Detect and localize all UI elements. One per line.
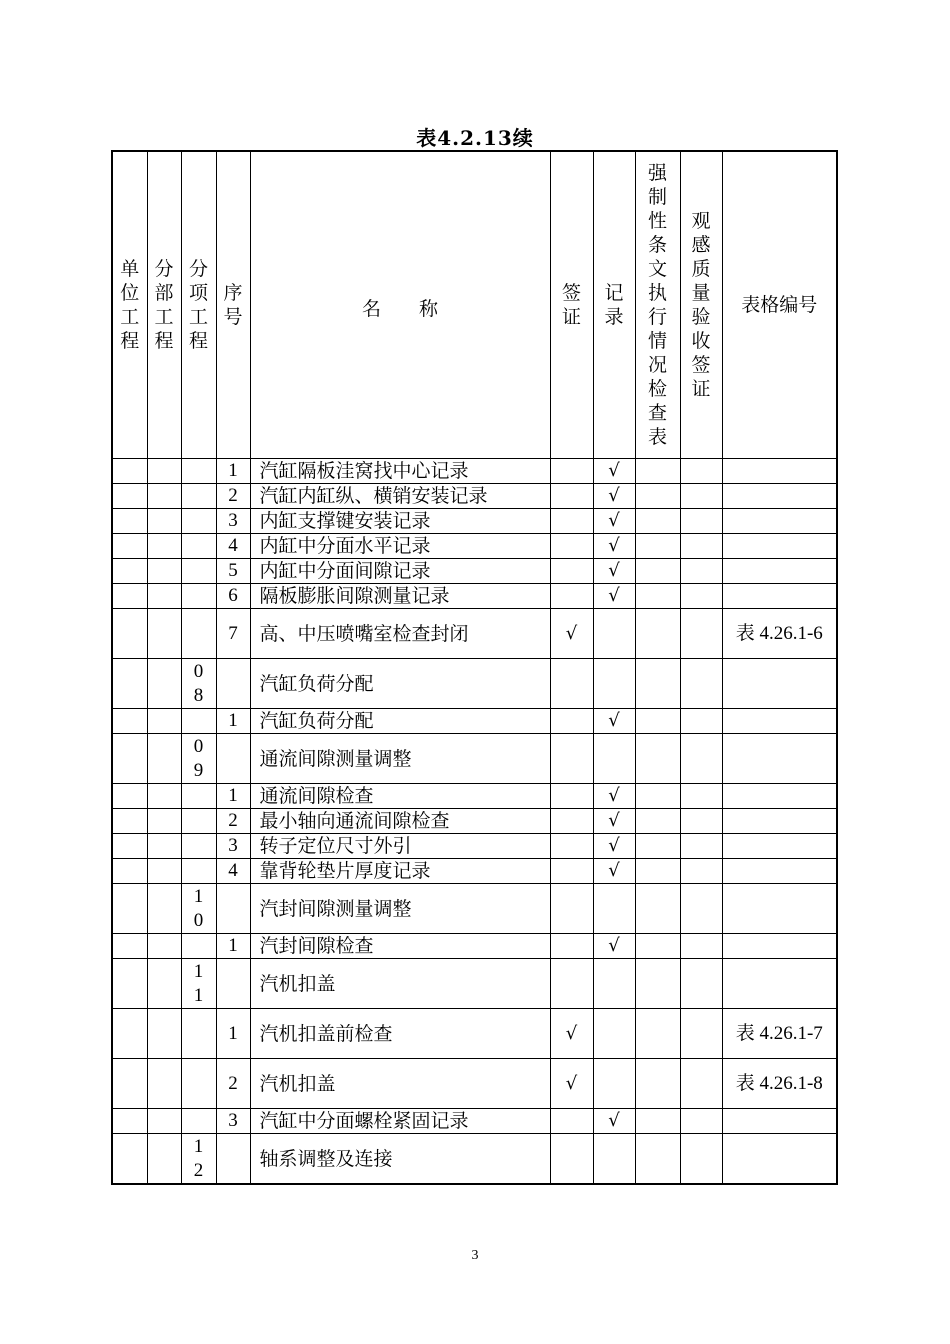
header-sub-item: 分项工程 [181,151,216,459]
cell-form-no: 表 4.26.1-8 [722,1059,837,1109]
cell-sign [550,534,593,559]
cell-record [593,659,635,709]
cell-sub-part [147,659,181,709]
cell-name: 内缸中分面水平记录 [250,534,550,559]
cell-unit [112,659,147,709]
cell-record [593,609,635,659]
header-mandatory: 强制性条文执行情况检查表 [635,151,680,459]
cell-visual [680,484,722,509]
header-seq: 序号 [216,151,250,459]
cell-name: 汽机扣盖前检查 [250,1009,550,1059]
cell-form-no [722,884,837,934]
cell-visual [680,859,722,884]
table-row [112,959,837,1009]
cell-sign [550,509,593,534]
cell-seq [216,659,250,709]
cell-sub-item [181,1109,216,1134]
cell-sub-item: 09 [181,734,216,784]
cell-visual [680,459,722,484]
cell-unit [112,1134,147,1185]
cell-seq [216,884,250,934]
cell-seq: 3 [216,834,250,859]
cell-name: 靠背轮垫片厚度记录 [250,859,550,884]
cell-seq [216,1134,250,1185]
cell-unit [112,484,147,509]
table-row [112,784,837,809]
cell-visual [680,584,722,609]
cell-form-no [722,509,837,534]
cell-record: √ [593,509,635,534]
cell-mandatory [635,884,680,934]
cell-sub-item: 08 [181,659,216,709]
cell-sub-item: 11 [181,959,216,1009]
cell-record: √ [593,784,635,809]
cell-form-no [722,1109,837,1134]
cell-record [593,959,635,1009]
cell-seq: 2 [216,809,250,834]
header-row [112,151,837,459]
header-sub-part: 分部工程 [147,151,181,459]
cell-sub-item [181,559,216,584]
table-row [112,534,837,559]
cell-seq: 3 [216,509,250,534]
cell-seq: 1 [216,459,250,484]
cell-seq [216,734,250,784]
cell-sub-item [181,859,216,884]
table-title: 表4.2.13续 [416,126,534,150]
cell-sub-part [147,559,181,584]
table-row [112,659,837,709]
cell-visual [680,659,722,709]
cell-mandatory [635,609,680,659]
table-row [112,484,837,509]
cell-seq: 4 [216,534,250,559]
cell-visual [680,884,722,934]
header-sign: 签证 [550,151,593,459]
cell-mandatory [635,1109,680,1134]
cell-visual [680,1109,722,1134]
cell-sign [550,659,593,709]
cell-sub-part [147,784,181,809]
cell-record [593,734,635,784]
cell-sub-item [181,1059,216,1109]
cell-name: 汽封间隙测量调整 [250,884,550,934]
header-visual: 观感质量验收签证 [680,151,722,459]
cell-mandatory [635,534,680,559]
table-row [112,1059,837,1109]
cell-sub-item [181,784,216,809]
cell-sign [550,1134,593,1185]
cell-mandatory [635,709,680,734]
cell-seq: 2 [216,1059,250,1109]
cell-sub-item [181,509,216,534]
cell-mandatory [635,484,680,509]
cell-sub-part [147,534,181,559]
cell-sign [550,559,593,584]
cell-name: 通流间隙测量调整 [250,734,550,784]
cell-sub-part [147,709,181,734]
cell-sub-part [147,484,181,509]
cell-sub-part [147,1009,181,1059]
cell-sub-item [181,609,216,659]
cell-visual [680,534,722,559]
cell-name: 轴系调整及连接 [250,1134,550,1185]
table-row [112,734,837,784]
cell-unit [112,784,147,809]
cell-mandatory [635,1134,680,1185]
cell-visual [680,1059,722,1109]
cell-visual [680,609,722,659]
cell-sign [550,834,593,859]
cell-sub-item [181,809,216,834]
cell-record: √ [593,709,635,734]
table-row [112,1109,837,1134]
cell-unit [112,459,147,484]
cell-sign [550,784,593,809]
cell-seq: 4 [216,859,250,884]
cell-name: 汽封间隙检查 [250,934,550,959]
cell-sign [550,1109,593,1134]
cell-visual [680,959,722,1009]
cell-sub-item [181,584,216,609]
cell-sub-part [147,859,181,884]
cell-mandatory [635,1009,680,1059]
cell-sub-item [181,459,216,484]
cell-seq: 2 [216,484,250,509]
cell-name: 汽机扣盖 [250,1059,550,1109]
cell-record: √ [593,559,635,584]
cell-visual [680,809,722,834]
cell-sub-part [147,959,181,1009]
cell-seq [216,959,250,1009]
cell-unit [112,559,147,584]
cell-unit [112,834,147,859]
table-row [112,709,837,734]
cell-unit [112,809,147,834]
cell-seq: 1 [216,784,250,809]
cell-form-no [722,834,837,859]
cell-form-no: 表 4.26.1-7 [722,1009,837,1059]
cell-unit [112,1109,147,1134]
cell-record: √ [593,834,635,859]
cell-sign [550,734,593,784]
cell-record [593,1134,635,1185]
cell-unit [112,534,147,559]
cell-unit [112,709,147,734]
cell-form-no: 表 4.26.1-6 [722,609,837,659]
cell-mandatory [635,859,680,884]
cell-mandatory [635,834,680,859]
cell-record: √ [593,484,635,509]
cell-visual [680,834,722,859]
cell-record [593,1009,635,1059]
cell-form-no [722,734,837,784]
cell-name: 汽机扣盖 [250,959,550,1009]
cell-unit [112,509,147,534]
cell-name: 内缸中分面间隙记录 [250,559,550,584]
cell-sub-part [147,884,181,934]
cell-mandatory [635,784,680,809]
table-row [112,509,837,534]
table-row [112,1009,837,1059]
cell-form-no [722,559,837,584]
cell-form-no [722,459,837,484]
cell-sign: √ [550,1009,593,1059]
cell-record: √ [593,809,635,834]
cell-name: 隔板膨胀间隙测量记录 [250,584,550,609]
cell-mandatory [635,1059,680,1109]
cell-unit [112,584,147,609]
cell-sub-part [147,609,181,659]
page-number: 3 [471,1248,479,1263]
header-unit: 单位工程 [112,151,147,459]
cell-record: √ [593,459,635,484]
cell-sign: √ [550,1059,593,1109]
cell-record: √ [593,934,635,959]
cell-visual [680,709,722,734]
cell-unit [112,734,147,784]
cell-form-no [722,934,837,959]
cell-sign [550,459,593,484]
cell-mandatory [635,659,680,709]
cell-seq: 6 [216,584,250,609]
cell-mandatory [635,509,680,534]
cell-sign: √ [550,609,593,659]
cell-form-no [722,859,837,884]
cell-unit [112,884,147,934]
cell-name: 汽缸负荷分配 [250,709,550,734]
cell-unit [112,609,147,659]
cell-sub-item [181,834,216,859]
cell-name: 高、中压喷嘴室检查封闭 [250,609,550,659]
cell-sub-part [147,734,181,784]
table-row [112,584,837,609]
cell-sign [550,584,593,609]
cell-visual [680,934,722,959]
cell-mandatory [635,459,680,484]
cell-visual [680,559,722,584]
cell-record: √ [593,1109,635,1134]
cell-record [593,884,635,934]
header-form-no: 表格编号 [722,151,837,459]
cell-visual [680,1134,722,1185]
cell-form-no [722,584,837,609]
cell-unit [112,1009,147,1059]
cell-name: 汽缸中分面螺栓紧固记录 [250,1109,550,1134]
cell-unit [112,1059,147,1109]
cell-sub-part [147,509,181,534]
cell-sub-item [181,709,216,734]
cell-sign [550,884,593,934]
cell-sub-item [181,534,216,559]
cell-sub-item [181,934,216,959]
cell-sub-part [147,934,181,959]
cell-form-no [722,959,837,1009]
cell-sub-part [147,809,181,834]
cell-seq: 1 [216,1009,250,1059]
cell-unit [112,934,147,959]
cell-form-no [722,809,837,834]
header-name: 名 称 [250,151,550,459]
header-record: 记录 [593,151,635,459]
cell-sign [550,809,593,834]
cell-form-no [722,709,837,734]
cell-seq: 7 [216,609,250,659]
cell-form-no [722,659,837,709]
cell-name: 汽缸内缸纵、横销安装记录 [250,484,550,509]
cell-mandatory [635,934,680,959]
cell-form-no [722,534,837,559]
cell-sign [550,859,593,884]
cell-form-no [722,1134,837,1185]
cell-sign [550,709,593,734]
cell-seq: 1 [216,934,250,959]
table-row [112,884,837,934]
cell-record [593,1059,635,1109]
cell-sign [550,959,593,1009]
cell-record: √ [593,859,635,884]
cell-sign [550,934,593,959]
cell-sub-part [147,1134,181,1185]
table-body [112,459,837,1185]
cell-visual [680,509,722,534]
cell-form-no [722,484,837,509]
cell-visual [680,734,722,784]
cell-mandatory [635,559,680,584]
cell-sub-part [147,1059,181,1109]
table-row [112,609,837,659]
cell-sign [550,484,593,509]
cell-mandatory [635,734,680,784]
cell-visual [680,1009,722,1059]
table-row [112,859,837,884]
cell-mandatory [635,584,680,609]
cell-form-no [722,784,837,809]
cell-seq: 1 [216,709,250,734]
table-row [112,1134,837,1185]
cell-mandatory [635,809,680,834]
table-row [112,934,837,959]
cell-sub-part [147,584,181,609]
cell-unit [112,859,147,884]
cell-mandatory [635,959,680,1009]
cell-sub-item: 12 [181,1134,216,1185]
cell-sub-item [181,484,216,509]
cell-sub-part [147,834,181,859]
table-row [112,459,837,484]
cell-name: 转子定位尺寸外引 [250,834,550,859]
table-row [112,559,837,584]
cell-visual [680,784,722,809]
cell-name: 通流间隙检查 [250,784,550,809]
cell-sub-part [147,459,181,484]
cell-name: 汽缸隔板洼窝找中心记录 [250,459,550,484]
cell-record: √ [593,584,635,609]
cell-unit [112,959,147,1009]
cell-name: 汽缸负荷分配 [250,659,550,709]
table-row [112,809,837,834]
cell-sub-part [147,1109,181,1134]
cell-record: √ [593,534,635,559]
cell-name: 内缸支撑键安装记录 [250,509,550,534]
cell-seq: 5 [216,559,250,584]
cell-sub-item [181,1009,216,1059]
table-row [112,834,837,859]
cell-name: 最小轴向通流间隙检查 [250,809,550,834]
cell-sub-item: 10 [181,884,216,934]
cell-seq: 3 [216,1109,250,1134]
inspection-table [111,150,838,1185]
